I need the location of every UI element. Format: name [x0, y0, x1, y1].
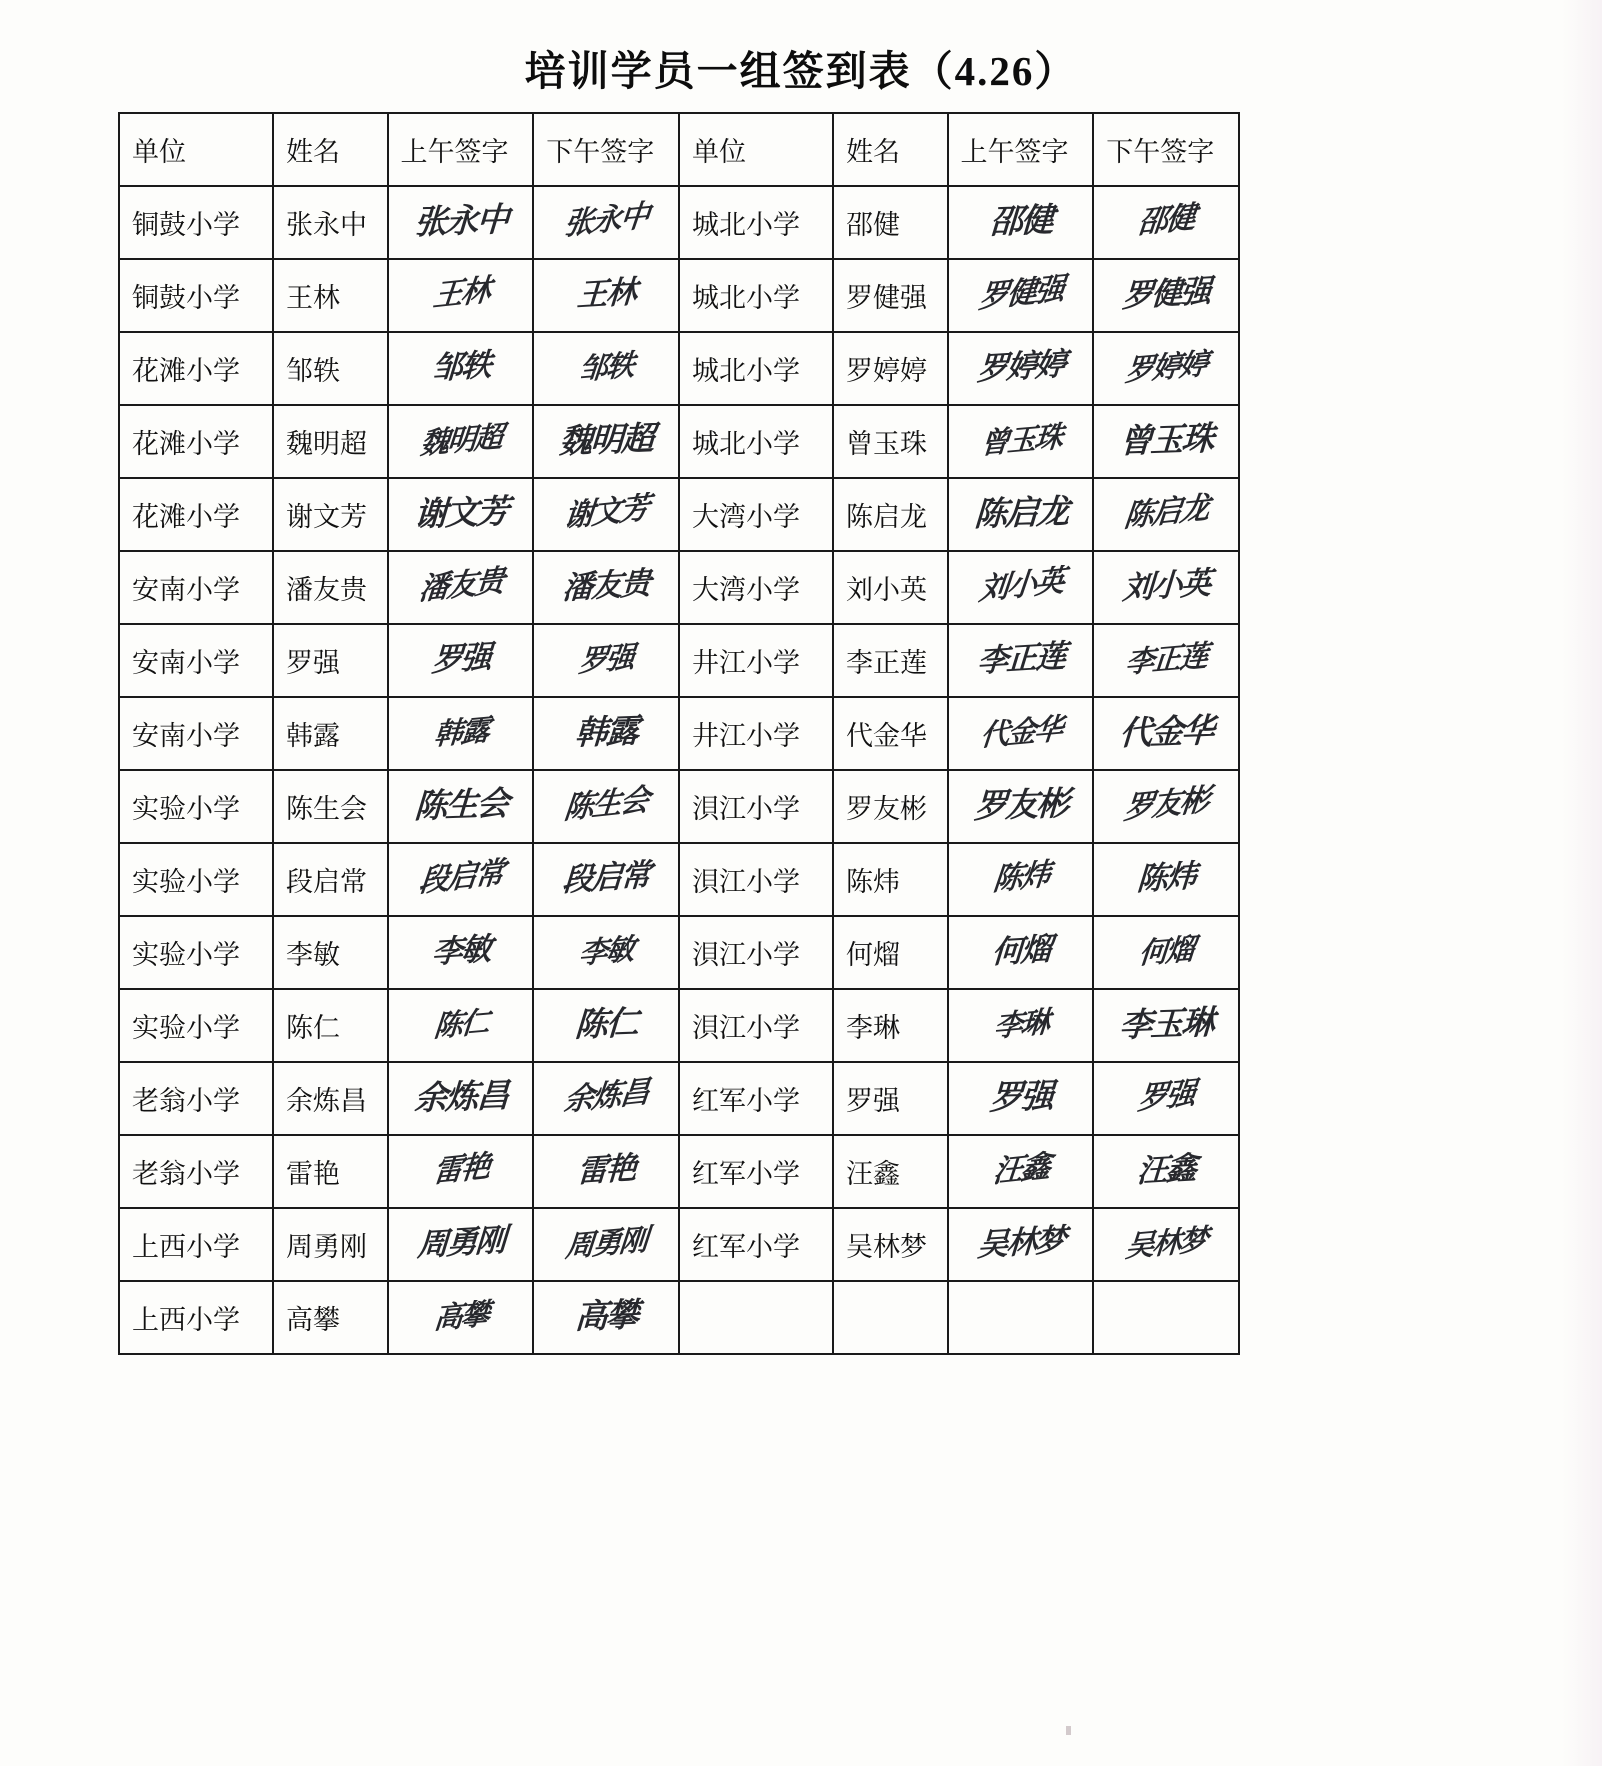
cell-name-left [273, 186, 387, 259]
signature-pm-left [533, 624, 679, 697]
cell-unit-left-label: 花滩小学 [132, 429, 240, 459]
table-row [119, 624, 1239, 697]
cell-name-left [273, 259, 387, 332]
cell-name-left-label: 陈生会 [286, 794, 368, 824]
signature-pm-left [533, 478, 679, 551]
signature-pm-left [533, 989, 679, 1062]
signature-pm-left-ink: 雷艳 [576, 1150, 637, 1190]
table-row [119, 697, 1239, 770]
page-title: 培训学员一组签到表（4.26） [524, 48, 1078, 94]
table-row [119, 989, 1239, 1062]
signature-am-right [948, 1135, 1094, 1208]
cell-unit-left-label: 花滩小学 [132, 502, 240, 532]
cell-name-left-label: 李敏 [286, 940, 341, 970]
table-row [119, 1062, 1239, 1135]
cell-unit-right-label: 大湾小学 [691, 502, 800, 532]
cell-name-right [833, 478, 947, 551]
cell-name-left [273, 405, 387, 478]
signature-am-left [388, 843, 534, 916]
signature-am-left [388, 478, 534, 551]
signature-am-left-ink: 雷艳 [430, 1148, 491, 1191]
signature-am-right [948, 624, 1094, 697]
cell-unit-right-label: 城北小学 [691, 210, 800, 240]
cell-unit-right-label: 红军小学 [691, 1232, 800, 1262]
signature-am-right [948, 1208, 1094, 1281]
cell-name-right [833, 916, 947, 989]
signature-am-right [948, 405, 1094, 478]
signature-pm-right [1093, 259, 1239, 332]
cell-name-left [273, 916, 387, 989]
signature-pm-left-ink: 张永中 [562, 198, 650, 243]
cell-name-left-label: 邹轶 [286, 356, 341, 386]
signature-am-right [948, 332, 1094, 405]
cell-name-left [273, 1281, 387, 1354]
signature-pm-left-ink: 潘友贵 [561, 565, 651, 607]
signature-pm-right [1093, 916, 1239, 989]
cell-unit-left [119, 989, 273, 1062]
cell-unit-left-label: 安南小学 [132, 575, 240, 605]
cell-unit-left [119, 1281, 273, 1354]
cell-unit-right [679, 1062, 833, 1135]
header-cell-pm-left: 下午签字 [533, 113, 679, 186]
cell-unit-right [679, 697, 833, 770]
cell-unit-left-label: 铜鼓小学 [132, 283, 240, 313]
signature-pm-right [1093, 989, 1239, 1062]
signature-pm-right-ink: 罗强 [1136, 1075, 1197, 1118]
signature-pm-left [533, 1135, 679, 1208]
signature-am-right [948, 697, 1094, 770]
signature-pm-right [1093, 697, 1239, 770]
table-row [119, 478, 1239, 551]
cell-name-right-label: 汪鑫 [846, 1159, 901, 1189]
signature-am-left-ink: 魏明超 [418, 419, 503, 461]
signature-pm-right [1093, 551, 1239, 624]
signature-am-right-ink [946, 1275, 1095, 1359]
signature-pm-right-ink: 李正莲 [1124, 638, 1209, 680]
cell-unit-right [679, 989, 833, 1062]
cell-unit-left [119, 259, 273, 332]
cell-name-right-label: 陈炜 [846, 867, 901, 897]
cell-unit-right-label: 井江小学 [691, 648, 800, 678]
cell-unit-right [679, 624, 833, 697]
cell-name-right [833, 624, 947, 697]
cell-unit-right [679, 186, 833, 259]
signature-am-left [388, 332, 534, 405]
cell-unit-left [119, 186, 273, 259]
signature-pm-left [533, 259, 679, 332]
cell-unit-left [119, 697, 273, 770]
cell-name-left-label: 谢文芳 [286, 502, 368, 532]
cell-unit-left [119, 551, 273, 624]
signature-am-left-ink: 李敏 [430, 931, 491, 971]
header-cell-am-right: 上午签字 [948, 113, 1094, 186]
cell-unit-right-label: 红军小学 [691, 1159, 800, 1189]
signature-pm-right-ink: 代金华 [1118, 710, 1214, 753]
cell-name-left [273, 478, 387, 551]
signature-pm-right-ink: 汪鑫 [1136, 1150, 1197, 1190]
cell-name-right-label: 罗婷婷 [846, 356, 928, 386]
table-row [119, 916, 1239, 989]
cell-unit-left [119, 1135, 273, 1208]
signature-am-right-ink: 邵健 [988, 199, 1053, 242]
header-cell-name-right: 姓名 [833, 113, 947, 186]
signature-pm-right-ink: 罗健强 [1121, 273, 1211, 315]
cell-name-left-label: 余炼昌 [286, 1086, 368, 1116]
cell-name-right-label: 罗友彬 [846, 794, 928, 824]
signature-am-left [388, 259, 534, 332]
cell-name-left-label: 高攀 [286, 1305, 341, 1335]
cell-unit-left [119, 770, 273, 843]
scan-artifact [1066, 1726, 1071, 1735]
signature-am-right [948, 259, 1094, 332]
cell-unit-right [679, 1208, 833, 1281]
cell-name-left-label: 罗强 [286, 648, 341, 678]
cell-name-left-label: 潘友贵 [286, 575, 368, 605]
header-cell-name-left: 姓名 [273, 113, 387, 186]
signature-pm-right-ink: 吴林梦 [1124, 1222, 1209, 1264]
cell-unit-right-label: 城北小学 [691, 429, 800, 459]
signature-am-right-ink: 罗婷婷 [975, 346, 1065, 388]
cell-name-right [833, 989, 947, 1062]
signature-pm-right [1093, 332, 1239, 405]
cell-unit-left-label: 上西小学 [132, 1305, 240, 1335]
cell-name-left-label: 雷艳 [286, 1159, 341, 1189]
signature-pm-left [533, 551, 679, 624]
cell-name-left-label: 周勇刚 [286, 1232, 368, 1262]
signature-am-right-ink: 陈启龙 [972, 491, 1068, 534]
signature-am-right [948, 916, 1094, 989]
signature-pm-right-ink: 邵健 [1136, 199, 1197, 242]
cell-unit-right [679, 843, 833, 916]
cell-unit-right [679, 916, 833, 989]
cell-unit-right [679, 332, 833, 405]
signature-am-left [388, 1281, 534, 1354]
signature-pm-right [1093, 478, 1239, 551]
header-cell-pm-right: 下午签字 [1093, 113, 1239, 186]
table-row [119, 405, 1239, 478]
cell-name-left [273, 770, 387, 843]
cell-unit-left-label: 实验小学 [132, 867, 240, 897]
table-row [119, 1208, 1239, 1281]
signature-am-right-ink: 何熘 [990, 931, 1051, 971]
cell-name-left-label: 魏明超 [286, 429, 368, 459]
signature-am-left-ink: 陈生会 [412, 783, 508, 826]
signature-pm-left-ink: 魏明超 [558, 418, 654, 461]
cell-name-right-label: 代金华 [846, 721, 928, 751]
cell-name-right-label: 邵健 [846, 210, 901, 240]
signature-am-left-ink: 罗强 [430, 639, 491, 679]
cell-unit-right-label: 城北小学 [691, 356, 800, 386]
cell-name-left [273, 1208, 387, 1281]
cell-name-left-label: 王林 [286, 283, 341, 313]
signature-pm-right [1093, 1281, 1239, 1354]
table-row [119, 843, 1239, 916]
signature-pm-left-ink: 谢文芳 [562, 490, 650, 535]
cell-unit-right-label: 浿江小学 [691, 867, 800, 897]
signature-pm-right-ink: 陈启龙 [1122, 490, 1210, 535]
signature-pm-right-ink: 罗婷婷 [1124, 346, 1209, 388]
cell-name-left-label: 张永中 [286, 210, 368, 240]
cell-unit-left-label: 实验小学 [132, 794, 240, 824]
cell-name-right [833, 332, 947, 405]
cell-unit-right-label: 浿江小学 [691, 1013, 800, 1043]
signature-pm-left-ink: 段启常 [561, 857, 651, 899]
signature-am-right-ink: 李琳 [992, 1004, 1049, 1044]
cell-unit-left-label: 安南小学 [132, 648, 240, 678]
signature-am-right [948, 478, 1094, 551]
sign-in-table [118, 112, 1240, 1355]
cell-unit-left-label: 上西小学 [132, 1232, 240, 1262]
signature-pm-left [533, 1208, 679, 1281]
scan-edge-shadow [1562, 0, 1602, 1766]
signature-am-left [388, 1062, 534, 1135]
cell-name-left [273, 1062, 387, 1135]
signature-am-right-ink: 刘小英 [976, 563, 1065, 608]
cell-name-left [273, 551, 387, 624]
cell-unit-right [679, 551, 833, 624]
cell-name-right-label: 刘小英 [846, 575, 928, 605]
signature-pm-left-ink: 余炼昌 [562, 1074, 650, 1119]
cell-name-right [833, 1208, 947, 1281]
signature-am-left [388, 989, 534, 1062]
cell-name-left [273, 332, 387, 405]
signature-am-left-ink: 王林 [430, 272, 491, 315]
signature-pm-left-ink: 邹轶 [577, 347, 635, 387]
signature-pm-left [533, 697, 679, 770]
cell-name-left [273, 624, 387, 697]
signature-am-left [388, 697, 534, 770]
signature-am-right-ink: 罗友彬 [972, 783, 1068, 826]
table-header-row [119, 113, 1239, 186]
signature-pm-right [1093, 1208, 1239, 1281]
cell-unit-right-label: 浿江小学 [691, 794, 800, 824]
signature-am-left [388, 1208, 534, 1281]
signature-pm-left-ink: 韩露 [574, 710, 639, 753]
cell-name-right [833, 259, 947, 332]
signature-am-left-ink: 谢文芳 [412, 491, 508, 534]
cell-name-right-label: 李正莲 [846, 648, 928, 678]
signature-am-left-ink: 邹轶 [430, 347, 491, 387]
cell-unit-left [119, 405, 273, 478]
cell-unit-left [119, 624, 273, 697]
signature-am-right [948, 989, 1094, 1062]
signature-pm-left [533, 405, 679, 478]
signature-am-left-ink: 韩露 [432, 712, 489, 752]
cell-name-left [273, 843, 387, 916]
signature-am-right-ink: 罗健强 [976, 271, 1065, 316]
signature-pm-right-ink: 何熘 [1137, 931, 1195, 971]
signature-pm-right-ink: 刘小英 [1121, 565, 1211, 607]
cell-unit-left-label: 花滩小学 [132, 356, 240, 386]
cell-name-right [833, 1281, 947, 1354]
cell-name-right [833, 1135, 947, 1208]
signature-am-left-ink: 余炼昌 [412, 1075, 508, 1118]
signature-am-right-ink: 李正莲 [975, 638, 1065, 680]
table-row [119, 770, 1239, 843]
signature-pm-right [1093, 405, 1239, 478]
cell-name-right [833, 697, 947, 770]
signature-am-right-ink: 汪鑫 [990, 1148, 1051, 1191]
signature-am-left [388, 405, 534, 478]
signature-am-right [948, 1281, 1094, 1354]
cell-unit-right [679, 478, 833, 551]
cell-unit-right-label: 城北小学 [691, 283, 800, 313]
signature-am-left [388, 624, 534, 697]
cell-unit-right [679, 259, 833, 332]
cell-name-right [833, 843, 947, 916]
table-body [119, 113, 1239, 1354]
signature-am-left [388, 1135, 534, 1208]
cell-unit-left-label: 铜鼓小学 [132, 210, 240, 240]
cell-unit-left-label: 实验小学 [132, 940, 240, 970]
header-cell-unit-right: 单位 [679, 113, 833, 186]
signature-am-left-ink: 陈仁 [432, 1004, 489, 1044]
signature-am-left [388, 916, 534, 989]
cell-unit-left [119, 1208, 273, 1281]
signature-am-left-ink: 周勇刚 [415, 1222, 506, 1264]
table-row [119, 1281, 1239, 1354]
signature-am-right-ink: 代金华 [978, 711, 1063, 753]
signature-am-right-ink: 吴林梦 [975, 1222, 1065, 1264]
signature-am-left [388, 770, 534, 843]
header-cell-am-left: 上午签字 [388, 113, 534, 186]
cell-unit-right-label: 大湾小学 [691, 575, 800, 605]
cell-name-right-label: 陈启龙 [846, 502, 928, 532]
signature-pm-left [533, 186, 679, 259]
cell-unit-left [119, 332, 273, 405]
signature-am-right [948, 186, 1094, 259]
cell-unit-left-label: 安南小学 [132, 721, 240, 751]
sign-in-sheet [118, 112, 1240, 1355]
signature-pm-right [1093, 1062, 1239, 1135]
signature-pm-left [533, 1281, 679, 1354]
cell-name-left-label: 陈仁 [286, 1013, 341, 1043]
table-row [119, 332, 1239, 405]
cell-name-left [273, 697, 387, 770]
signature-pm-left [533, 916, 679, 989]
cell-unit-right-label: 浿江小学 [691, 940, 800, 970]
cell-name-left-label: 段启常 [286, 867, 368, 897]
signature-am-right [948, 843, 1094, 916]
signature-am-right [948, 770, 1094, 843]
header-cell-unit-left: 单位 [119, 113, 273, 186]
cell-unit-left [119, 478, 273, 551]
signature-pm-right-ink: 曾玉珠 [1118, 418, 1214, 461]
cell-name-right-label: 罗强 [846, 1086, 901, 1116]
cell-name-right [833, 186, 947, 259]
cell-unit-left [119, 843, 273, 916]
signature-pm-left-ink: 周勇刚 [564, 1222, 649, 1264]
table-row [119, 259, 1239, 332]
signature-am-right-ink: 陈炜 [990, 856, 1051, 899]
signature-pm-left-ink: 陈生会 [562, 782, 650, 827]
signature-am-left-ink: 张永中 [412, 199, 508, 242]
signature-am-right [948, 1062, 1094, 1135]
signature-am-right-ink: 罗强 [988, 1075, 1053, 1118]
signature-pm-left-ink: 陈仁 [574, 1002, 639, 1045]
cell-name-left [273, 1135, 387, 1208]
cell-name-right [833, 405, 947, 478]
cell-unit-right [679, 1135, 833, 1208]
signature-am-right [948, 551, 1094, 624]
signature-am-left [388, 551, 534, 624]
cell-unit-right [679, 405, 833, 478]
signature-am-left-ink: 潘友贵 [416, 563, 505, 608]
signature-pm-right-ink [1092, 1279, 1239, 1355]
cell-unit-left-label: 实验小学 [132, 1013, 240, 1043]
cell-unit-right [679, 770, 833, 843]
signature-pm-left [533, 1062, 679, 1135]
table-row [119, 1135, 1239, 1208]
cell-name-left [273, 989, 387, 1062]
cell-name-right [833, 551, 947, 624]
signature-pm-right-ink: 罗友彬 [1122, 782, 1210, 827]
signature-pm-left-ink: 王林 [576, 274, 637, 314]
signature-pm-left-ink: 高攀 [574, 1294, 639, 1337]
cell-unit-right [679, 1281, 833, 1354]
cell-unit-right-label: 井江小学 [691, 721, 800, 751]
cell-unit-left-label: 老翁小学 [132, 1159, 240, 1189]
cell-name-right-label: 吴林梦 [846, 1232, 928, 1262]
cell-name-left-label: 韩露 [286, 721, 341, 751]
signature-pm-right [1093, 624, 1239, 697]
signature-am-left-ink: 高攀 [432, 1296, 489, 1336]
signature-pm-left [533, 843, 679, 916]
cell-name-right-label: 罗健强 [846, 283, 928, 313]
signature-am-right-ink: 曾玉珠 [978, 419, 1063, 461]
table-row [119, 551, 1239, 624]
cell-name-right-label: 何熘 [846, 940, 901, 970]
signature-pm-right [1093, 186, 1239, 259]
signature-pm-left [533, 770, 679, 843]
signature-pm-right [1093, 1135, 1239, 1208]
signature-pm-right-ink: 陈炜 [1136, 858, 1197, 898]
cell-name-right [833, 770, 947, 843]
signature-pm-right [1093, 770, 1239, 843]
signature-am-left-ink: 段启常 [416, 855, 505, 900]
cell-name-right-label: 曾玉珠 [846, 429, 928, 459]
table-row [119, 186, 1239, 259]
signature-pm-right [1093, 843, 1239, 916]
signature-pm-left [533, 332, 679, 405]
cell-name-right [833, 1062, 947, 1135]
cell-unit-left-label: 老翁小学 [132, 1086, 240, 1116]
cell-unit-left [119, 1062, 273, 1135]
signature-pm-left-ink: 李敏 [577, 931, 635, 971]
signature-am-left [388, 186, 534, 259]
cell-unit-left [119, 916, 273, 989]
cell-name-right-label: 李琳 [846, 1013, 901, 1043]
signature-pm-left-ink: 罗强 [577, 639, 635, 679]
signature-pm-right-ink: 李玉琳 [1118, 1002, 1214, 1045]
cell-unit-right-label: 红军小学 [691, 1086, 800, 1116]
